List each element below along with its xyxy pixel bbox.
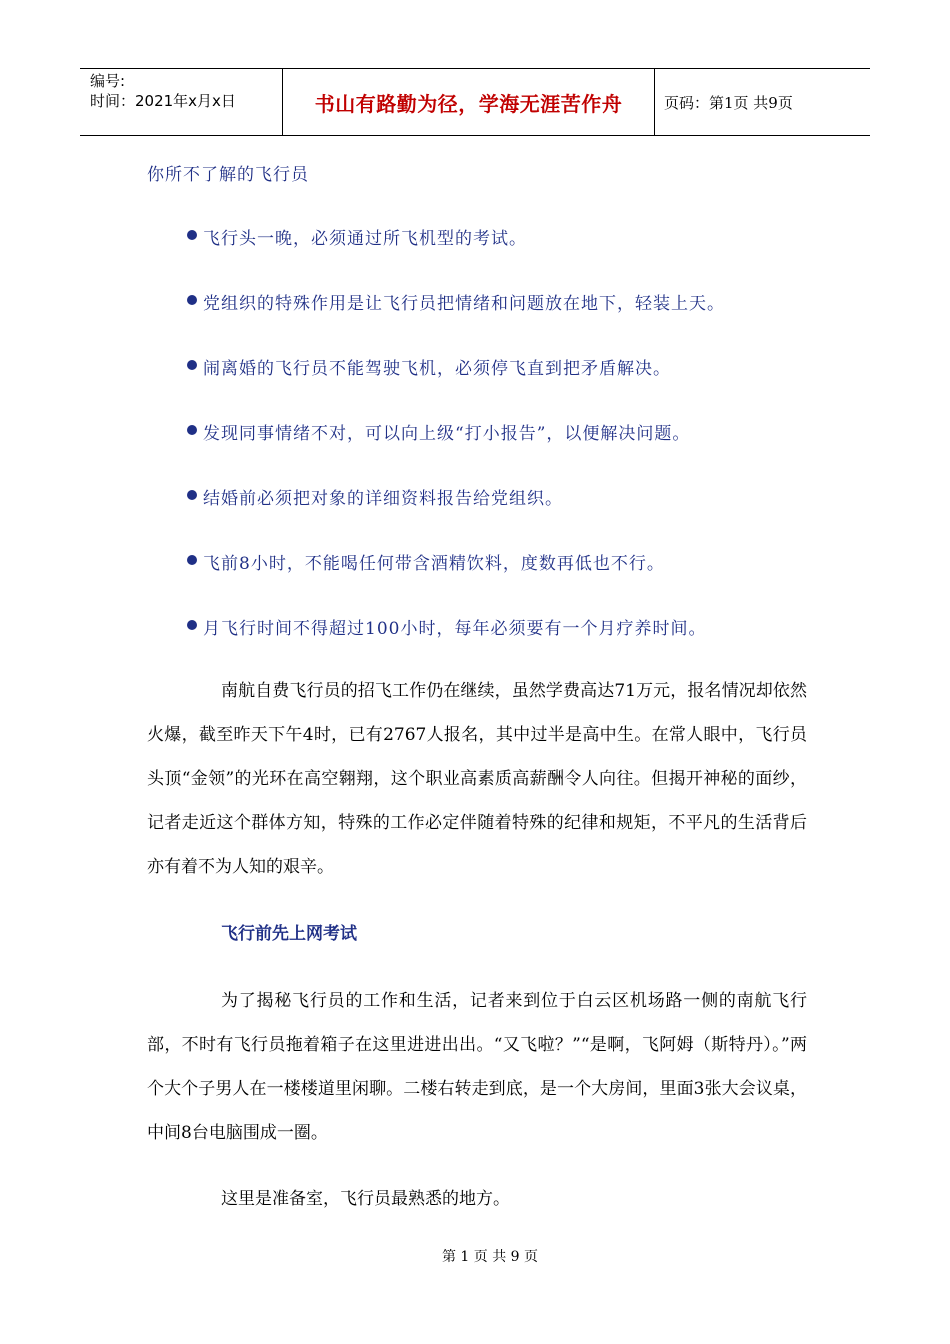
list-item: 结婚前必须把对象的详细资料报告给党组织。	[187, 484, 725, 549]
list-item: 党组织的特殊作用是让飞行员把情绪和问题放在地下，轻装上天。	[187, 289, 725, 354]
header-motto: 书山有路勤为径，学海无涯苦作舟	[283, 69, 655, 135]
list-item: 月飞行时间不得超过100小时，每年必须要有一个月疗养时间。	[187, 614, 725, 679]
body-paragraph: 为了揭秘飞行员的工作和生活，记者来到位于白云区机场路一侧的南航飞行部，不时有飞行员拖着箱子在这里进进出出。“又飞啦？”“是啊，飞阿姆（斯特丹）。”两个大个子男人在一楼楼道里闲聊。二楼右转走到底，是一个大房间，里面3张大会议桌，中间8台电脑围成一圈。	[147, 991, 807, 1143]
bullet-icon	[187, 230, 197, 240]
page-header	[80, 68, 870, 136]
section-heading: 飞行前先上网考试	[221, 924, 357, 944]
header-meta	[80, 69, 283, 135]
bullet-icon	[187, 620, 197, 630]
bullet-icon	[187, 490, 197, 500]
list-item: 发现同事情绪不对，可以向上级“打小报告”，以便解决问题。	[187, 419, 725, 484]
bullet-icon	[187, 295, 197, 305]
header-page-info: 页码：第1页 共9页	[664, 93, 793, 112]
bullet-icon	[187, 425, 197, 435]
list-item: 飞前8小时，不能喝任何带含酒精饮料，度数再低也不行。	[187, 549, 725, 614]
bullet-icon	[187, 555, 197, 565]
number-label: 编号:	[90, 72, 126, 90]
document-title: 你所不了解的飞行员	[147, 165, 309, 185]
rules-list	[187, 224, 725, 679]
bullet-icon	[187, 360, 197, 370]
time-label: 时间：2021年x月x日	[90, 92, 236, 110]
list-item: 闹离婚的飞行员不能驾驶飞机，必须停飞直到把矛盾解决。	[187, 354, 725, 419]
intro-paragraph: 南航自费飞行员的招飞工作仍在继续，虽然学费高达71万元，报名情况却依然火爆，截至昨天下午4时，已有2767人报名，其中过半是高中生。在常人眼中，飞行员头顶“金领”的光环在高空翱翔，这个职业高素质高薪酬令人向往。但揭开神秘的面纱，记者走近这个群体方知，特殊的工作必定伴随着特殊的纪律和规矩，不平凡的生活背后亦有着不为人知的艰辛。	[147, 681, 807, 877]
list-item: 飞行头一晚，必须通过所飞机型的考试。	[187, 224, 725, 289]
body-paragraph-short: 这里是准备室，飞行员最熟悉的地方。	[221, 1189, 510, 1209]
page-footer: 第 1 页 共 9 页	[441, 1249, 539, 1265]
